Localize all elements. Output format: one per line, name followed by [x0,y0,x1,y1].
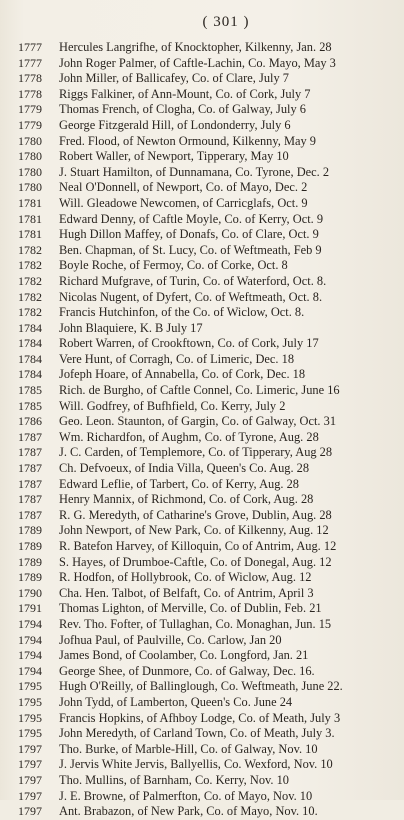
entry-year: 1795 [18,710,42,725]
list-item [18,445,396,461]
list-item [18,555,396,571]
list-item [18,102,396,118]
entry-text: Jofhua Paul, of Paulville, Co. Carlow, Jan 20 [59,632,282,647]
entry-year: 1785 [18,398,42,413]
entry-text: Edward Denny, of Caftle Moyle, Co. of Kerry, Oct. 9 [59,211,324,226]
entry-year: 1777 [18,55,42,70]
entry-year: 1784 [18,336,42,351]
list-item [18,180,396,196]
entry-text: Ant. Brabazon, of New Park, Co. of Mayo, Nov. 10. [59,804,318,819]
list-item [18,711,396,727]
list-item [18,601,396,617]
entry-text: Rich. de Burgho, of Caftle Connel, Co. Limeric, June 16 [59,383,340,398]
list-item [18,477,396,493]
list-item [18,742,396,758]
entry-text: Francis Hopkins, of Afhboy Lodge, Co. of Meath, July 3 [59,710,341,725]
entry-text: R. Hodfon, of Hollybrook, Co. of Wiclow, Aug. 12 [59,570,312,585]
entry-year: 1782 [18,242,42,257]
entry-year: 1784 [18,351,42,366]
entry-text: Ben. Chapman, of St. Lucy, Co. of Weftmeath, Feb 9 [59,242,322,257]
entry-text: Thomas Lighton, of Merville, Co. of Dublin, Feb. 21 [59,601,322,616]
entry-year: 1797 [18,804,42,819]
entry-year: 1794 [18,663,42,678]
entry-year: 1794 [18,632,42,647]
entry-year: 1784 [18,320,42,335]
entry-text: James Bond, of Coolamber, Co. Longford, Jan. 21 [59,648,309,663]
list-item [18,212,396,228]
list-item [18,461,396,477]
entry-year: 1797 [18,741,42,756]
entry-year: 1789 [18,554,42,569]
entry-year: 1797 [18,772,42,787]
entry-year: 1784 [18,367,42,382]
entry-year: 1780 [18,149,42,164]
entry-year: 1797 [18,788,42,803]
entry-year: 1797 [18,757,42,772]
entry-text: Hercules Langrifhe, of Knocktopher, Kilkenny, Jan. 28 [59,40,332,54]
entry-text: Boyle Roche, of Fermoy, Co. of Corke, Oct. 8 [59,258,288,273]
list-item [18,508,396,524]
entry-text: Wm. Richardfon, of Aughm, Co. of Tyrone, Aug. 28 [59,429,319,444]
list-item [18,56,396,72]
entry-text: John Roger Palmer, of Caftle-Lachin, Co. Mayo, May 3 [59,55,336,70]
list-item [18,243,396,259]
list-item [18,258,396,274]
entry-text: S. Hayes, of Drumboe-Caftle, Co. of Donegal, Aug. 12 [59,554,332,569]
list-item [18,118,396,134]
list-item [18,633,396,649]
list-item [18,648,396,664]
list-item [18,664,396,680]
entry-year: 1781 [18,227,42,242]
list-item [18,789,396,805]
entry-year: 1779 [18,117,42,132]
list-item [18,290,396,306]
entry-year: 1789 [18,539,42,553]
entry-text: R. G. Meredyth, of Catharine's Grove, Dublin, Aug. 28 [59,507,332,522]
list-item [18,149,396,165]
entry-text: J. E. Browne, of Palmerfton, Co. of Mayo, Nov. 10 [59,788,313,803]
entry-text: Tho. Burke, of Marble-Hill, Co. of Galway, Nov. 10 [59,741,318,756]
list-item [18,274,396,290]
entry-year: 1787 [18,445,42,460]
list-item [18,617,396,633]
entry-year: 1795 [18,726,42,741]
entry-year: 1782 [18,289,42,304]
entry-year: 1782 [18,258,42,273]
page-number: ( 301 ) [202,14,250,30]
entry-year: 1778 [18,71,42,86]
entry-text: Will. Gleadowe Newcomen, of Carricglafs, Oct. 9 [59,195,308,210]
list-item [18,227,396,243]
list-item [18,570,396,586]
list-item [18,430,396,446]
list-item [18,492,396,508]
entry-year: 1779 [18,102,42,117]
entry-text: Will. Godfrey, of Bufhfield, Co. Kerry, July 2 [59,398,286,413]
list-item [18,773,396,789]
list-item [18,134,396,150]
entry-text: Ch. Defvoeux, of India Villa, Queen's Co. Aug. 28 [59,461,310,476]
list-item [18,165,396,181]
entry-text: R. Batefon Harvey, of Killoquin, Co of Antrim, Aug. 12 [59,539,337,553]
entry-text: Hugh O'Reilly, of Ballinglough, Co. Weftmeath, June 22. [59,679,343,694]
list-item [18,586,396,602]
entry-year: 1782 [18,273,42,288]
entry-text: Thomas French, of Clogha, Co. of Galway, July 6 [59,102,306,117]
entry-year: 1787 [18,429,42,444]
baronetcy-list [18,40,396,820]
entry-year: 1794 [18,616,42,631]
entry-year: 1782 [18,305,42,320]
entry-year: 1794 [18,648,42,663]
list-item [18,40,396,56]
list-item [18,367,396,383]
entry-year: 1781 [18,195,42,210]
entry-year: 1786 [18,414,42,429]
entry-text: Edward Leflie, of Tarbert, Co. of Kerry, Aug. 28 [59,476,299,491]
list-item [18,757,396,773]
entry-text: Francis Hutchinfon, of the Co. of Wiclow, Oct. 8. [59,305,305,320]
entry-year: 1787 [18,507,42,522]
entry-text: Riggs Falkiner, of Ann-Mount, Co. of Cork, July 7 [59,86,311,101]
list-item [18,352,396,368]
entry-year: 1795 [18,679,42,694]
entry-year: 1787 [18,461,42,476]
list-item [18,87,396,103]
entry-text: Geo. Leon. Staunton, of Gargin, Co. of Galway, Oct. 31 [59,414,337,429]
entry-year: 1777 [18,40,42,54]
list-item [18,71,396,87]
list-item [18,523,396,539]
entry-text: Tho. Mullins, of Barnham, Co. Kerry, Nov. 10 [59,772,289,787]
entry-text: Rev. Tho. Fofter, of Tullaghan, Co. Monaghan, Jun. 15 [59,616,332,631]
list-item [18,399,396,415]
entry-text: Henry Mannix, of Richmond, Co. of Cork, Aug. 28 [59,492,314,507]
entry-text: John Tydd, of Lamberton, Queen's Co. June 24 [59,694,293,709]
list-item [18,414,396,430]
entry-text: J. Stuart Hamilton, of Dunnamana, Co. Tyrone, Dec. 2 [59,164,330,179]
entry-text: Jofeph Hoare, of Annabella, Co. of Cork, Dec. 18 [59,367,306,382]
entry-year: 1789 [18,523,42,538]
entry-year: 1780 [18,133,42,148]
entry-text: Robert Warren, of Crookftown, Co. of Cork, July 17 [59,336,319,351]
entry-text: Hugh Dillon Maffey, of Donafs, Co. of Clare, Oct. 9 [59,227,319,242]
entry-text: Vere Hunt, of Corragh, Co. of Limeric, Dec. 18 [59,351,295,366]
entry-year: 1781 [18,211,42,226]
entry-year: 1785 [18,383,42,398]
entry-year: 1780 [18,180,42,195]
entry-year: 1780 [18,164,42,179]
list-item [18,196,396,212]
entry-text: John Blaquiere, K. B July 17 [59,320,203,335]
entry-text: J. Jervis White Jervis, Ballyellis, Co. Wexford, Nov. 10 [59,757,333,772]
entry-text: Fred. Flood, of Newton Ormound, Kilkenny, May 9 [59,133,316,148]
entry-text: J. C. Carden, of Templemore, Co. of Tipperary, Aug 28 [59,445,333,460]
entry-text: John Meredyth, of Carland Town, Co. of Meath, July 3. [59,726,335,741]
list-item [18,336,396,352]
entry-text: Robert Waller, of Newport, Tipperary, May 10 [59,149,289,164]
list-item [18,726,396,742]
entry-year: 1787 [18,476,42,491]
list-item [18,305,396,321]
entry-year: 1791 [18,601,42,616]
list-item [18,321,396,337]
list-item [18,679,396,695]
entry-year: 1789 [18,570,42,585]
entry-text: George Fitzgerald Hill, of Londonderry, July 6 [59,117,291,132]
entry-text: Richard Mufgrave, of Turin, Co. of Waterford, Oct. 8. [59,273,327,288]
entry-text: Cha. Hen. Talbot, of Belfaft, Co. of Antrim, April 3 [59,585,314,600]
list-item [18,695,396,711]
entry-year: 1787 [18,492,42,507]
list-item [18,539,396,555]
entry-year: 1778 [18,86,42,101]
entry-text: Nicolas Nugent, of Dyfert, Co. of Weftmeath, Oct. 8. [59,289,323,304]
entry-text: Neal O'Donnell, of Newport, Co. of Mayo, Dec. 2 [59,180,308,195]
list-item [18,804,396,820]
entry-year: 1795 [18,694,42,709]
list-item [18,383,396,399]
entry-year: 1790 [18,585,42,600]
entry-text: John Newport, of New Park, Co. of Kilkenny, Aug. 12 [59,523,329,538]
entry-text: John Miller, of Ballicafey, Co. of Clare, July 7 [59,71,289,86]
entry-text: George Shee, of Dunmore, Co. of Galway, Dec. 16. [59,663,315,678]
